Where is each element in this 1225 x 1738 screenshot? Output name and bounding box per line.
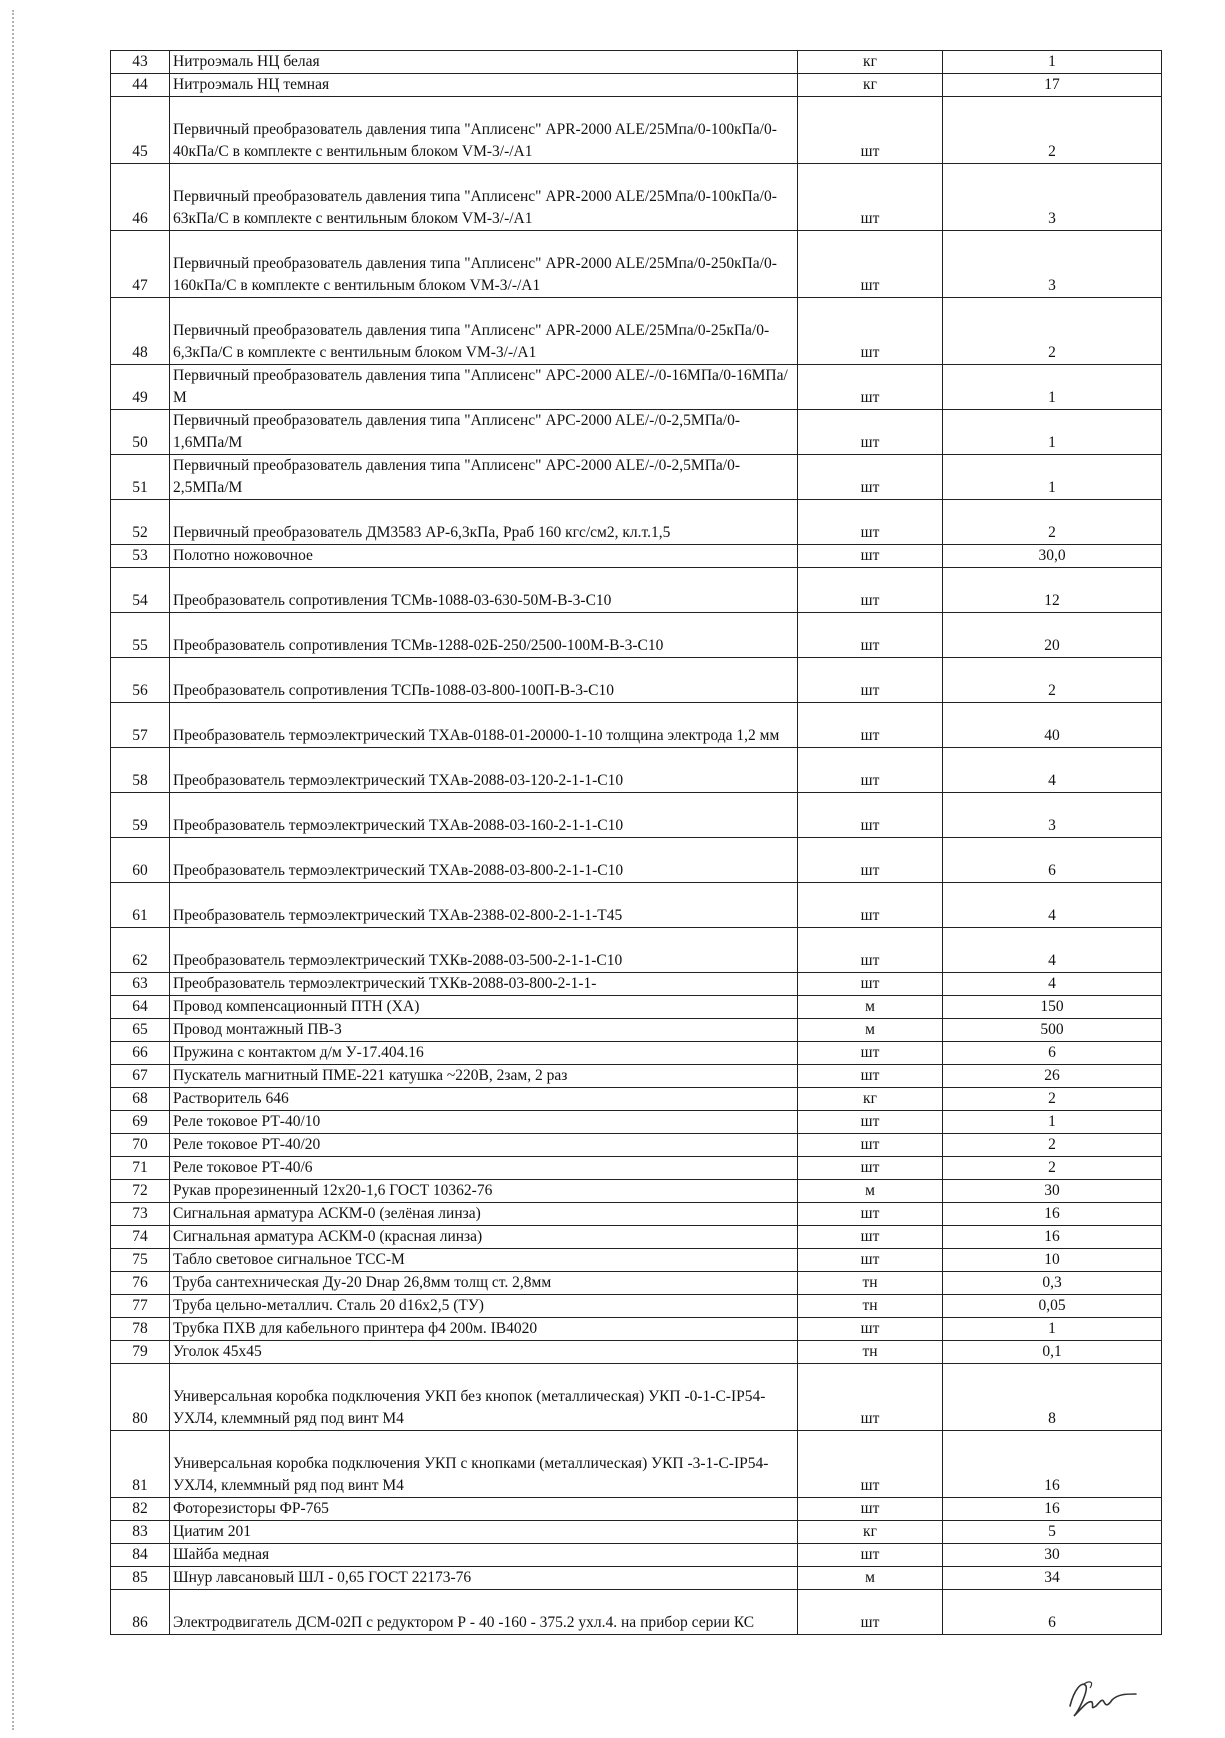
table-row (111, 1272, 1162, 1295)
row-number: 70 (111, 1134, 170, 1157)
item-name: Первичный преобразователь давления типа "Аплисенс" APR-2000 ALE/25Мпа/0-25кПа/0-6,3кПа/С в комплекте с вентильным блоком VM-3/-/A1 (170, 298, 798, 365)
item-name: Нитроэмаль НЦ белая (170, 51, 798, 74)
table-row (111, 74, 1162, 97)
item-unit: шт (798, 455, 943, 500)
table-row (111, 455, 1162, 500)
item-quantity: 5 (943, 1521, 1162, 1544)
item-quantity: 0,1 (943, 1341, 1162, 1364)
item-unit: шт (798, 613, 943, 658)
item-name: Труба цельно-металлич. Сталь 20 d16х2,5 (ТУ) (170, 1295, 798, 1318)
item-quantity: 30,0 (943, 545, 1162, 568)
item-name: Растворитель 646 (170, 1088, 798, 1111)
item-name: Сигнальная арматура АСКМ-0 (красная линза) (170, 1226, 798, 1249)
item-name: Пружина с контактом д/м У-17.404.16 (170, 1042, 798, 1065)
table-row (111, 1019, 1162, 1042)
item-name: Преобразователь термоэлектрический ТХАв-2088-03-120-2-1-1-С10 (170, 748, 798, 793)
row-number: 81 (111, 1431, 170, 1498)
table-row (111, 838, 1162, 883)
item-unit: тн (798, 1295, 943, 1318)
table-row (111, 703, 1162, 748)
item-quantity: 3 (943, 793, 1162, 838)
row-number: 64 (111, 996, 170, 1019)
item-quantity: 3 (943, 164, 1162, 231)
signature-icon (1060, 1672, 1140, 1722)
item-quantity: 6 (943, 838, 1162, 883)
item-unit: шт (798, 883, 943, 928)
item-name: Первичный преобразователь ДМ3583 АР-6,3кПа, Рраб 160 кгс/см2, кл.т.1,5 (170, 500, 798, 545)
item-unit: кг (798, 74, 943, 97)
item-name: Табло световое сигнальное ТСС-М (170, 1249, 798, 1272)
table-row (111, 164, 1162, 231)
table-row (111, 996, 1162, 1019)
row-number: 79 (111, 1341, 170, 1364)
table-row (111, 365, 1162, 410)
row-number: 60 (111, 838, 170, 883)
table-row (111, 1364, 1162, 1431)
table-row (111, 568, 1162, 613)
item-name: Первичный преобразователь давления типа "Аплисенс" APR-2000 ALE/25Мпа/0-100кПа/0-63кПа/С в комплекте с вентильным блоком VM-3/-/A1 (170, 164, 798, 231)
row-number: 65 (111, 1019, 170, 1042)
item-name: Универсальная коробка подключения УКП с кнопками (металлическая) УКП -3-1-С-IP54-УХЛ4, клеммный ряд под винт М4 (170, 1431, 798, 1498)
table-row (111, 928, 1162, 973)
item-quantity: 1 (943, 1111, 1162, 1134)
item-quantity: 17 (943, 74, 1162, 97)
item-quantity: 1 (943, 1318, 1162, 1341)
row-number: 59 (111, 793, 170, 838)
table-row (111, 500, 1162, 545)
item-quantity: 2 (943, 1088, 1162, 1111)
item-name: Преобразователь сопротивления ТСПв-1088-03-800-100П-В-3-С10 (170, 658, 798, 703)
item-name: Преобразователь термоэлектрический ТХАв-2088-03-800-2-1-1-С10 (170, 838, 798, 883)
item-name: Уголок 45х45 (170, 1341, 798, 1364)
table-row (111, 1134, 1162, 1157)
item-name: Шнур лавсановый ШЛ - 0,65 ГОСТ 22173-76 (170, 1567, 798, 1590)
row-number: 45 (111, 97, 170, 164)
item-quantity: 12 (943, 568, 1162, 613)
table-row (111, 1042, 1162, 1065)
table-row (111, 1180, 1162, 1203)
table-row (111, 1249, 1162, 1272)
table-row (111, 1544, 1162, 1567)
item-quantity: 2 (943, 97, 1162, 164)
table-row (111, 1203, 1162, 1226)
row-number: 49 (111, 365, 170, 410)
item-name: Электродвигатель ДСМ-02П с редуктором Р - 40 -160 - 375.2 ухл.4. на прибор серии КС (170, 1590, 798, 1635)
row-number: 62 (111, 928, 170, 973)
row-number: 69 (111, 1111, 170, 1134)
row-number: 55 (111, 613, 170, 658)
item-quantity: 500 (943, 1019, 1162, 1042)
item-quantity: 2 (943, 1134, 1162, 1157)
item-unit: шт (798, 500, 943, 545)
table-row (111, 613, 1162, 658)
item-unit: м (798, 996, 943, 1019)
table-row (111, 1226, 1162, 1249)
table-row (111, 1157, 1162, 1180)
table-row (111, 1521, 1162, 1544)
item-name: Реле токовое РТ-40/20 (170, 1134, 798, 1157)
item-quantity: 16 (943, 1431, 1162, 1498)
item-quantity: 34 (943, 1567, 1162, 1590)
item-unit: м (798, 1019, 943, 1042)
item-name: Преобразователь сопротивления ТСМв-1088-03-630-50М-В-3-С10 (170, 568, 798, 613)
item-name: Полотно ножовочное (170, 545, 798, 568)
item-quantity: 4 (943, 748, 1162, 793)
item-unit: шт (798, 1590, 943, 1635)
item-quantity: 0,3 (943, 1272, 1162, 1295)
row-number: 66 (111, 1042, 170, 1065)
item-name: Шайба медная (170, 1544, 798, 1567)
table-row (111, 410, 1162, 455)
item-name: Преобразователь термоэлектрический ТХКв-2088-03-500-2-1-1-С10 (170, 928, 798, 973)
items-table-body (111, 51, 1162, 1635)
row-number: 46 (111, 164, 170, 231)
item-name: Пускатель магнитный ПМЕ-221 катушка ~220В, 2зам, 2 раз (170, 1065, 798, 1088)
row-number: 86 (111, 1590, 170, 1635)
item-unit: шт (798, 1203, 943, 1226)
item-quantity: 16 (943, 1498, 1162, 1521)
item-unit: шт (798, 410, 943, 455)
row-number: 85 (111, 1567, 170, 1590)
row-number: 82 (111, 1498, 170, 1521)
row-number: 48 (111, 298, 170, 365)
item-quantity: 2 (943, 1157, 1162, 1180)
item-quantity: 26 (943, 1065, 1162, 1088)
item-quantity: 150 (943, 996, 1162, 1019)
item-unit: шт (798, 365, 943, 410)
item-unit: шт (798, 928, 943, 973)
table-row (111, 545, 1162, 568)
item-unit: м (798, 1567, 943, 1590)
table-row (111, 1088, 1162, 1111)
item-quantity: 40 (943, 703, 1162, 748)
item-quantity: 16 (943, 1203, 1162, 1226)
item-quantity: 4 (943, 928, 1162, 973)
item-unit: тн (798, 1272, 943, 1295)
item-quantity: 1 (943, 455, 1162, 500)
item-unit: шт (798, 1364, 943, 1431)
row-number: 68 (111, 1088, 170, 1111)
item-unit: шт (798, 973, 943, 996)
item-quantity: 10 (943, 1249, 1162, 1272)
item-unit: шт (798, 1226, 943, 1249)
table-row (111, 1065, 1162, 1088)
item-unit: шт (798, 1065, 943, 1088)
row-number: 56 (111, 658, 170, 703)
row-number: 80 (111, 1364, 170, 1431)
row-number: 58 (111, 748, 170, 793)
table-row (111, 1590, 1162, 1635)
item-name: Первичный преобразователь давления типа "Аплисенс" APC-2000 ALE/-/0-16МПа/0-16МПа/М (170, 365, 798, 410)
table-row (111, 298, 1162, 365)
item-unit: шт (798, 703, 943, 748)
table-row (111, 51, 1162, 74)
row-number: 76 (111, 1272, 170, 1295)
item-name: Преобразователь сопротивления ТСМв-1288-02Б-250/2500-100М-В-3-С10 (170, 613, 798, 658)
item-unit: тн (798, 1341, 943, 1364)
table-row (111, 973, 1162, 996)
item-name: Первичный преобразователь давления типа "Аплисенс" APC-2000 ALE/-/0-2,5МПа/0-1,6МПа/М (170, 410, 798, 455)
item-unit: шт (798, 838, 943, 883)
row-number: 52 (111, 500, 170, 545)
table-row (111, 1498, 1162, 1521)
item-name: Сигнальная арматура АСКМ-0 (зелёная линза) (170, 1203, 798, 1226)
row-number: 54 (111, 568, 170, 613)
item-quantity: 4 (943, 883, 1162, 928)
item-quantity: 30 (943, 1180, 1162, 1203)
item-name: Провод компенсационный ПТН (ХА) (170, 996, 798, 1019)
row-number: 73 (111, 1203, 170, 1226)
item-name: Циатим 201 (170, 1521, 798, 1544)
item-unit: шт (798, 568, 943, 613)
item-quantity: 4 (943, 973, 1162, 996)
row-number: 43 (111, 51, 170, 74)
item-unit: шт (798, 658, 943, 703)
item-unit: кг (798, 1088, 943, 1111)
item-unit: кг (798, 51, 943, 74)
item-quantity: 6 (943, 1042, 1162, 1065)
row-number: 53 (111, 545, 170, 568)
item-quantity: 3 (943, 231, 1162, 298)
row-number: 51 (111, 455, 170, 500)
item-unit: шт (798, 1157, 943, 1180)
item-unit: шт (798, 164, 943, 231)
item-unit: шт (798, 1544, 943, 1567)
item-unit: шт (798, 1318, 943, 1341)
item-name: Реле токовое РТ-40/10 (170, 1111, 798, 1134)
item-quantity: 8 (943, 1364, 1162, 1431)
item-name: Труба сантехническая Ду-20 Dнар 26,8мм толщ ст. 2,8мм (170, 1272, 798, 1295)
item-quantity: 1 (943, 365, 1162, 410)
item-quantity: 1 (943, 410, 1162, 455)
item-name: Фоторезисторы ФР-765 (170, 1498, 798, 1521)
item-quantity: 1 (943, 51, 1162, 74)
item-quantity: 20 (943, 613, 1162, 658)
table-row (111, 231, 1162, 298)
item-unit: шт (798, 748, 943, 793)
table-row (111, 1431, 1162, 1498)
item-unit: шт (798, 1498, 943, 1521)
table-row (111, 1111, 1162, 1134)
item-unit: шт (798, 1134, 943, 1157)
row-number: 74 (111, 1226, 170, 1249)
row-number: 67 (111, 1065, 170, 1088)
item-name: Нитроэмаль НЦ темная (170, 74, 798, 97)
row-number: 61 (111, 883, 170, 928)
item-quantity: 2 (943, 298, 1162, 365)
item-name: Преобразователь термоэлектрический ТХАв-0188-01-20000-1-10 толщина электрода 1,2 мм (170, 703, 798, 748)
item-unit: шт (798, 1111, 943, 1134)
table-row (111, 748, 1162, 793)
item-unit: шт (798, 1042, 943, 1065)
table-row (111, 883, 1162, 928)
item-unit: м (798, 1180, 943, 1203)
item-name: Провод монтажный ПВ-3 (170, 1019, 798, 1042)
item-name: Первичный преобразователь давления типа "Аплисенс" APR-2000 ALE/25Мпа/0-100кПа/0-40кПа/С в комплекте с вентильным блоком VM-3/-/A1 (170, 97, 798, 164)
item-name: Первичный преобразователь давления типа "Аплисенс" APC-2000 ALE/-/0-2,5МПа/0-2,5МПа/М (170, 455, 798, 500)
item-name: Преобразователь термоэлектрический ТХАв-2388-02-800-2-1-1-Т45 (170, 883, 798, 928)
item-name: Рукав прорезиненный 12х20-1,6 ГОСТ 10362-76 (170, 1180, 798, 1203)
row-number: 84 (111, 1544, 170, 1567)
item-unit: шт (798, 1249, 943, 1272)
table-row (111, 1295, 1162, 1318)
item-name: Первичный преобразователь давления типа "Аплисенс" APR-2000 ALE/25Мпа/0-250кПа/0-160кПа/С в комплекте с вентильным блоком VM-3/-/A1 (170, 231, 798, 298)
item-unit: шт (798, 97, 943, 164)
item-unit: шт (798, 298, 943, 365)
item-name: Реле токовое РТ-40/6 (170, 1157, 798, 1180)
item-unit: шт (798, 231, 943, 298)
binding-perforation (12, 10, 16, 1730)
row-number: 50 (111, 410, 170, 455)
item-quantity: 0,05 (943, 1295, 1162, 1318)
row-number: 47 (111, 231, 170, 298)
row-number: 63 (111, 973, 170, 996)
item-quantity: 2 (943, 658, 1162, 703)
row-number: 71 (111, 1157, 170, 1180)
item-quantity: 6 (943, 1590, 1162, 1635)
row-number: 77 (111, 1295, 170, 1318)
item-unit: шт (798, 793, 943, 838)
table-row (111, 658, 1162, 703)
item-name: Преобразователь термоэлектрический ТХКв-2088-03-800-2-1-1- (170, 973, 798, 996)
table-row (111, 793, 1162, 838)
item-name: Универсальная коробка подключения УКП без кнопок (металлическая) УКП -0-1-С-IP54-УХЛ4, клеммный ряд под винт М4 (170, 1364, 798, 1431)
item-unit: шт (798, 545, 943, 568)
items-table (110, 50, 1162, 1635)
row-number: 57 (111, 703, 170, 748)
item-quantity: 30 (943, 1544, 1162, 1567)
item-unit: кг (798, 1521, 943, 1544)
item-unit: шт (798, 1431, 943, 1498)
row-number: 78 (111, 1318, 170, 1341)
item-name: Трубка ПХВ для кабельного принтера ф4 200м. IB4020 (170, 1318, 798, 1341)
table-row (111, 1567, 1162, 1590)
row-number: 44 (111, 74, 170, 97)
row-number: 83 (111, 1521, 170, 1544)
table-row (111, 1341, 1162, 1364)
table-row (111, 97, 1162, 164)
item-quantity: 16 (943, 1226, 1162, 1249)
item-name: Преобразователь термоэлектрический ТХАв-2088-03-160-2-1-1-С10 (170, 793, 798, 838)
table-row (111, 1318, 1162, 1341)
row-number: 75 (111, 1249, 170, 1272)
row-number: 72 (111, 1180, 170, 1203)
item-quantity: 2 (943, 500, 1162, 545)
